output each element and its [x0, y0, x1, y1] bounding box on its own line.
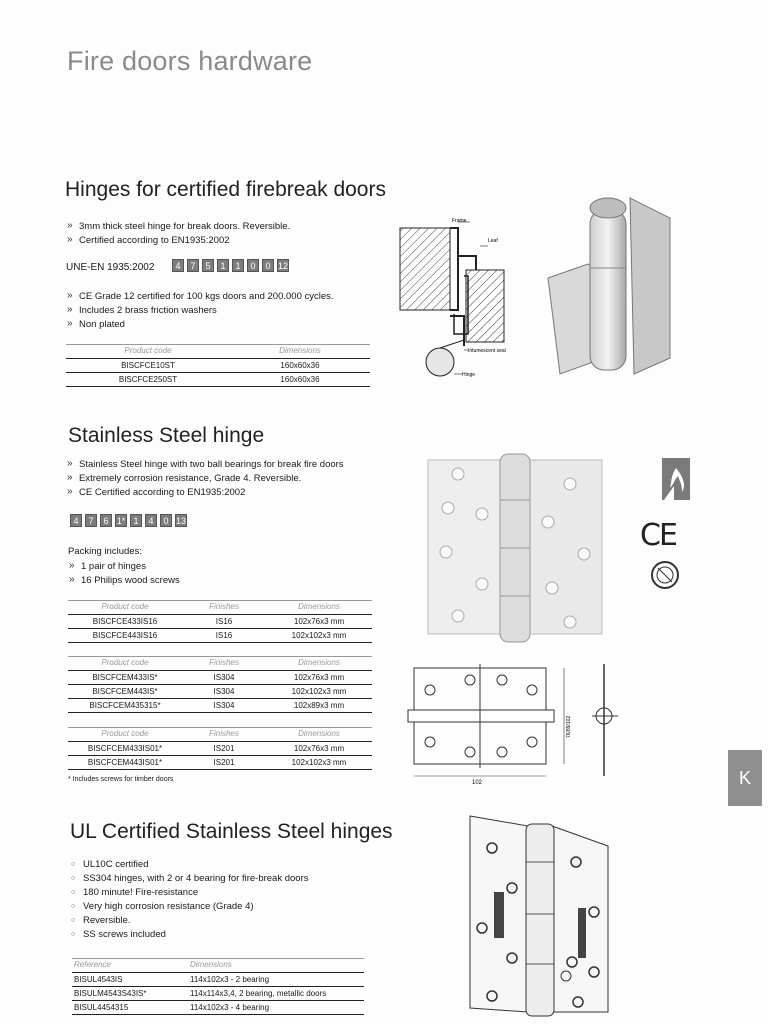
page-title: Fire doors hardware [67, 46, 313, 76]
product-code: BISCFCEM435315* [68, 699, 182, 713]
dimension-label: 76/89/102 [566, 715, 572, 738]
dimensions: 102x76x3 mm [266, 615, 372, 629]
finish: IS16 [182, 629, 266, 643]
finish: IS16 [182, 615, 266, 629]
installation-diagram [398, 216, 548, 388]
dimensions: 160x60x36 [230, 373, 370, 387]
finish: IS304 [182, 699, 266, 713]
table-row [72, 973, 364, 987]
product-code: BISCFCEM443IS* [68, 685, 182, 699]
feature-list-ul [70, 858, 309, 942]
product-table-firebreak [66, 344, 370, 387]
dimensions: 102x102x3 mm [266, 629, 372, 643]
packing-item: » 1 pair of hinges [68, 560, 180, 574]
product-code: BISCFCEM433IS* [68, 671, 182, 685]
column-header: Product code [68, 657, 182, 671]
section-tab-k[interactable]: K [728, 750, 762, 806]
feature-list-firebreak-b [66, 290, 334, 332]
code-digit: 0 [160, 514, 172, 527]
certification-code [172, 259, 289, 272]
packing-item: » 16 Philips wood screws [68, 574, 180, 588]
feature-item: ○ SS screws included [70, 928, 309, 942]
stainless-hinge-image [428, 452, 608, 648]
product-table-stainless-1 [68, 600, 372, 643]
certification-code [70, 514, 187, 527]
product-code: BISCFCE433IS16 [68, 615, 182, 629]
table-row [68, 615, 372, 629]
table-row [66, 373, 370, 387]
certification-seal-icon [650, 560, 680, 590]
dimensions: 114x114x3,4, 2 bearing, metallic doors [188, 987, 364, 1001]
code-digit: 4 [145, 514, 157, 527]
hinge-technical-drawing [406, 660, 646, 786]
dimensions: 102x102x3 mm [266, 685, 372, 699]
reference: BISULM4543S43IS* [72, 987, 188, 1001]
section-heading-ul-hinges: UL Certified Stainless Steel hinges [70, 820, 393, 843]
feature-item: » Includes 2 brass friction washers [66, 304, 334, 318]
table-row [72, 1001, 364, 1015]
code-digit: 4 [172, 259, 184, 272]
dimensions: 102x76x3 mm [266, 671, 372, 685]
code-digit: 7 [85, 514, 97, 527]
feature-item: ○ UL10C certified [70, 858, 309, 872]
diagram-label: Hinge [462, 372, 476, 378]
code-digit: 1 [130, 514, 142, 527]
code-digit: 0 [262, 259, 274, 272]
fire-rated-icon [660, 456, 692, 502]
steel-hinge-image [548, 188, 688, 378]
ul-hinge-image [466, 812, 616, 1016]
column-header: Reference [72, 959, 188, 973]
product-code: BISCFCEM433IS01* [68, 742, 182, 756]
feature-item: » CE Grade 12 certified for 100 kgs doors and 200.000 cycles. [66, 290, 334, 304]
standard-label: UNE-EN 1935:2002 [66, 262, 155, 273]
code-digit: 1 [217, 259, 229, 272]
code-digit: 5 [202, 259, 214, 272]
packing-title: Packing includes: [68, 546, 142, 557]
column-header: Product code [68, 601, 182, 615]
finish: IS201 [182, 756, 266, 770]
reference: BISUL4454315 [72, 1001, 188, 1015]
product-code: BISCFCE250ST [66, 373, 230, 387]
feature-list-firebreak-a [66, 220, 290, 248]
code-digit: 1* [116, 516, 126, 526]
dimensions: 102x89x3 mm [266, 699, 372, 713]
product-code: BISCFCE10ST [66, 359, 230, 373]
code-digit: 4 [70, 514, 82, 527]
dimensions: 114x102x3 - 4 bearing [188, 1001, 364, 1015]
column-header: Finishes [182, 601, 266, 615]
column-header: Product code [68, 728, 182, 742]
diagram-label: Intumescent seal [468, 348, 506, 354]
column-header: Finishes [182, 657, 266, 671]
code-digit: 6 [100, 514, 112, 527]
feature-item: » Non plated [66, 318, 334, 332]
product-code: BISCFCEM443IS01* [68, 756, 182, 770]
product-table-stainless-3 [68, 727, 372, 770]
diagram-label: Leaf [488, 238, 498, 244]
ce-mark-icon: CE [640, 518, 676, 553]
table-row [68, 742, 372, 756]
finish: IS304 [182, 671, 266, 685]
table-row [68, 699, 372, 713]
footnote: * Includes screws for timber doors [68, 776, 174, 783]
feature-item: ○ Very high corrosion resistance (Grade 4) [70, 900, 309, 914]
diagram-label: Frame [452, 218, 467, 224]
table-row [68, 671, 372, 685]
section-heading-stainless-hinge: Stainless Steel hinge [68, 424, 265, 447]
column-header: Dimensions [230, 345, 370, 359]
table-row [68, 756, 372, 770]
column-header: Dimensions [266, 601, 372, 615]
column-header: Dimensions [266, 728, 372, 742]
table-row [66, 359, 370, 373]
packing-list [68, 560, 180, 588]
finish: IS304 [182, 685, 266, 699]
table-row [72, 987, 364, 1001]
feature-list-stainless [66, 458, 344, 500]
dimensions: 160x60x36 [230, 359, 370, 373]
product-code: BISCFCE443IS16 [68, 629, 182, 643]
reference: BISUL4543IS [72, 973, 188, 987]
product-table-stainless-2 [68, 656, 372, 713]
product-table-ul [72, 958, 364, 1015]
feature-item: ○ Reversible. [70, 914, 309, 928]
column-header: Product code [66, 345, 230, 359]
feature-item: » Certified according to EN1935:2002 [66, 234, 290, 248]
table-row [68, 629, 372, 643]
code-digit: 0 [247, 259, 259, 272]
feature-item: » Stainless Steel hinge with two ball bearings for break fire doors [66, 458, 344, 472]
code-digit: 13 [176, 516, 187, 526]
feature-item: » 3mm thick steel hinge for break doors. Reversible. [66, 220, 290, 234]
feature-item: ○ SS304 hinges, with 2 or 4 bearing for fire-break doors [70, 872, 309, 886]
column-header: Dimensions [188, 959, 364, 973]
dimensions: 102x102x3 mm [266, 756, 372, 770]
code-digit: 7 [187, 259, 199, 272]
dimension-label: 102 [472, 780, 483, 786]
table-row [68, 685, 372, 699]
feature-item: » CE Certified according to EN1935:2002 [66, 486, 344, 500]
code-digit: 1 [232, 259, 244, 272]
column-header: Finishes [182, 728, 266, 742]
section-heading-firebreak-hinges: Hinges for certified firebreak doors [65, 178, 386, 201]
dimensions: 102x76x3 mm [266, 742, 372, 756]
feature-item: ○ 180 minute! Fire-resistance [70, 886, 309, 900]
dimensions: 114x102x3 - 2 bearing [188, 973, 364, 987]
code-digit: 12 [278, 261, 289, 271]
feature-item: » Extremely corrosion resistance, Grade 4. Reversible. [66, 472, 344, 486]
finish: IS201 [182, 742, 266, 756]
column-header: Dimensions [266, 657, 372, 671]
